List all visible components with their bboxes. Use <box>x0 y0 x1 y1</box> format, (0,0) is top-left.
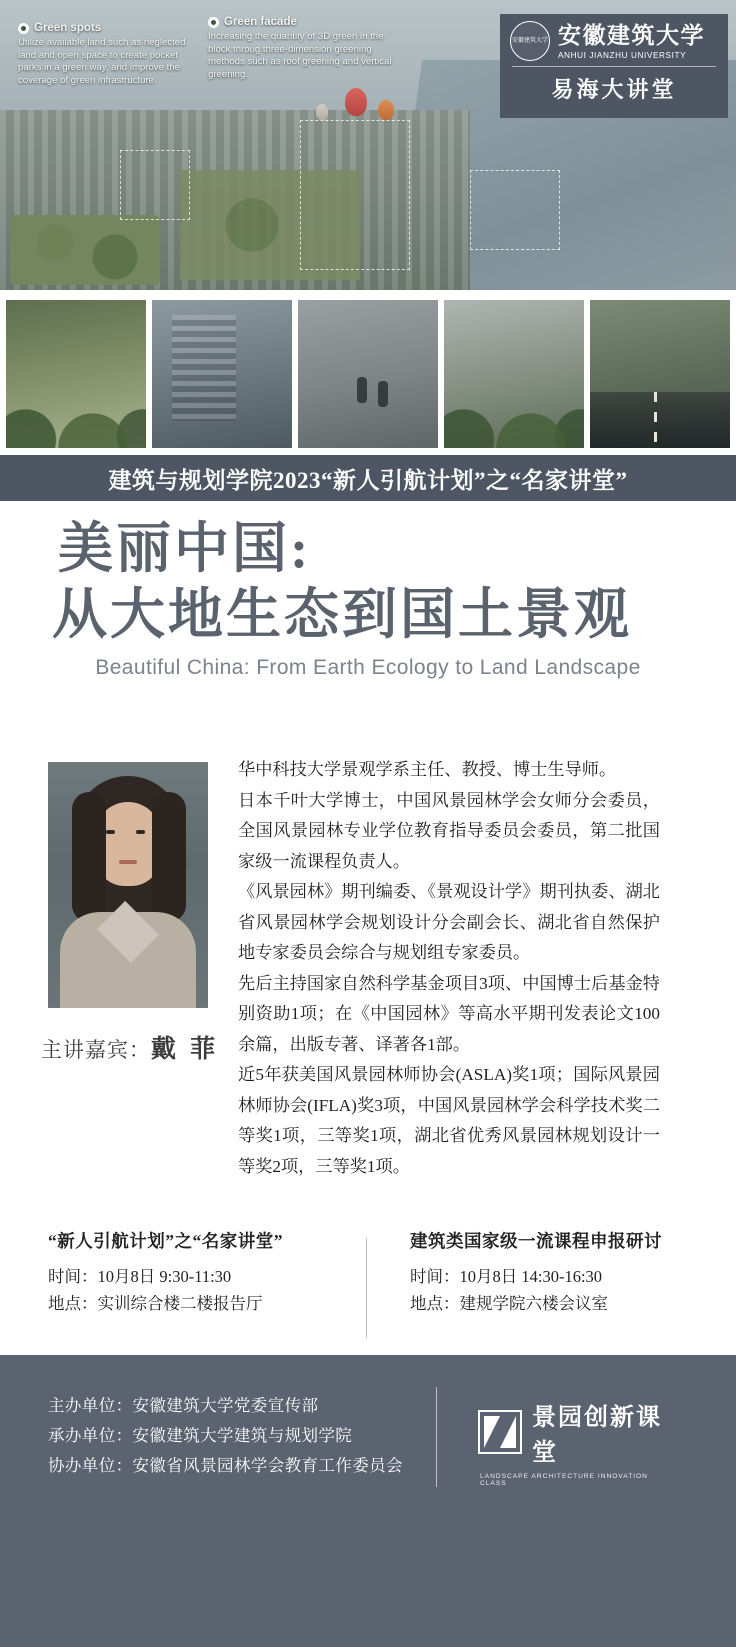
session-morning <box>0 1228 374 1353</box>
footer-section <box>0 1355 736 1647</box>
partner-logo-name-en: LANDSCAPE ARCHITECTURE INNOVATION CLASS <box>480 1473 648 1487</box>
callout-green-facade <box>208 16 393 81</box>
vegetation-shape <box>6 375 146 448</box>
university-name-cn: 安徽建筑大学 <box>558 22 705 48</box>
hero-annotation-frame <box>470 170 560 250</box>
session-title: 建筑类国家级一流课程申报研讨 <box>410 1231 662 1251</box>
speaker-bio <box>238 755 660 1182</box>
callout-body: Increasing the quantity of 3D green in the block throug three-dimension greening methods such as roof greening and vertical greening. <box>208 31 392 80</box>
organizer-list <box>48 1391 403 1481</box>
session-place: 地点：建规学院六楼会议室 <box>410 1294 608 1313</box>
organizer-line: 主办单位：安徽建筑大学党委宣传部 <box>48 1396 319 1415</box>
person-figure <box>378 381 388 407</box>
person-figure <box>357 377 367 403</box>
balloon-icon <box>378 100 394 120</box>
strip-photo-courtyard <box>444 300 584 448</box>
strip-photo-road <box>590 300 730 448</box>
balloon-icon <box>345 88 367 116</box>
session-time: 时间：10月8日 9:30-11:30 <box>48 1267 232 1286</box>
bio-paragraph: 近5年获美国风景园林师协会(ASLA)奖1项；国际风景园林师协会(IFLA)奖3项，中国风景园林学会科学技术奖二等奖1项，三等奖1项，湖北省优秀风景园林规划设计一等奖2项，三等奖1项。 <box>238 1065 660 1176</box>
lecture-series-name: 易海大讲堂 <box>551 77 677 102</box>
seal-text: 安徽建筑大学 <box>511 37 548 44</box>
speaker-caption <box>40 1029 220 1065</box>
callout-title: Green spots <box>34 22 102 34</box>
hero-annotation-frame <box>120 150 190 220</box>
university-seal-icon <box>510 21 550 61</box>
speaker-section <box>0 755 736 1215</box>
university-badge <box>500 14 728 118</box>
bio-paragraph: 日本千叶大学博士，中国风景园林学会女师分会委员，全国风景园林专业学位教育指导委员会委员，第二批国家级一流课程负责人。 <box>238 790 660 871</box>
portrait-eye <box>106 830 115 834</box>
session-title: “新人引航计划”之“名家讲堂” <box>48 1231 283 1251</box>
logo-mark-icon <box>478 1410 522 1454</box>
organizer-line: 协办单位：安徽省风景园林学会教育工作委员会 <box>48 1456 403 1475</box>
main-title-block <box>0 516 736 680</box>
main-title-english: Beautiful China: From Earth Ecology to Land Landscape <box>95 656 641 679</box>
callout-header <box>18 22 203 34</box>
building-shape <box>172 315 236 422</box>
session-place: 地点：实训综合楼二楼报告厅 <box>48 1294 263 1313</box>
session-afternoon <box>374 1228 736 1353</box>
strip-photo-alley <box>298 300 438 448</box>
sessions-divider <box>366 1238 367 1338</box>
marker-dot-icon <box>208 17 219 28</box>
hero-green-patch-left <box>10 215 160 285</box>
badge-names <box>558 23 705 60</box>
callout-body: Utilize available land such as neglected land and open space to create pocket parks in a green way, and improve the coverage of green infrastructure. <box>18 37 186 86</box>
photo-strip <box>0 300 736 448</box>
callout-green-spots <box>18 22 203 87</box>
organizer-line: 承办单位：安徽建筑大学建筑与规划学院 <box>48 1426 353 1445</box>
session-time: 时间：10月8日 14:30-16:30 <box>410 1267 603 1286</box>
callout-header <box>208 16 393 28</box>
strip-photo-park <box>6 300 146 448</box>
portrait-mouth <box>119 860 137 864</box>
university-name-en: ANHUI JIANZHU UNIVERSITY <box>558 50 687 60</box>
program-banner <box>0 455 736 501</box>
badge-top-row <box>500 14 728 64</box>
portrait-hair-strand <box>152 792 186 922</box>
balloon-icon <box>316 104 328 120</box>
main-title-line-2: 从大地生态到国土景观 <box>52 584 633 645</box>
portrait-hair-strand <box>72 792 106 922</box>
footer-divider <box>436 1387 437 1487</box>
marker-dot-icon <box>18 23 29 34</box>
partner-logo-row <box>478 1397 664 1467</box>
road-shape <box>590 392 730 448</box>
main-title-line-1: 美丽中国: <box>58 518 312 579</box>
bio-paragraph: 《风景园林》期刊编委、《景观设计学》期刊执委、湖北省风景园林学会规划设计分会副会长、湖北省自然保护地专家委员会综合与规划组专家委员。 <box>238 882 660 962</box>
callout-title: Green facade <box>224 16 297 28</box>
bio-paragraph: 先后主持国家自然科学基金项目3项、中国博士后基金特别资助1项；在《中国园林》等高水平期刊发表论文100余篇，出版专著、译著各1部。 <box>238 973 660 1054</box>
bio-paragraph: 华中科技大学景观学系主任、教授、博士生导师。 <box>238 760 617 779</box>
speaker-name: 戴 菲 <box>150 1036 220 1063</box>
strip-photo-tower <box>152 300 292 448</box>
speaker-label: 主讲嘉宾： <box>40 1038 151 1062</box>
hero-annotation-frame <box>300 120 410 270</box>
speaker-portrait <box>48 762 208 1008</box>
hero-image <box>0 0 736 290</box>
partner-logo-name-cn: 景园创新课堂 <box>532 1405 662 1466</box>
program-banner-text: 建筑与规划学院2023“新人引航计划”之“名家讲堂” <box>108 467 628 493</box>
portrait-eye <box>136 830 145 834</box>
sessions-section <box>0 1228 736 1353</box>
partner-logo <box>478 1397 664 1487</box>
vegetation-shape <box>444 375 584 448</box>
